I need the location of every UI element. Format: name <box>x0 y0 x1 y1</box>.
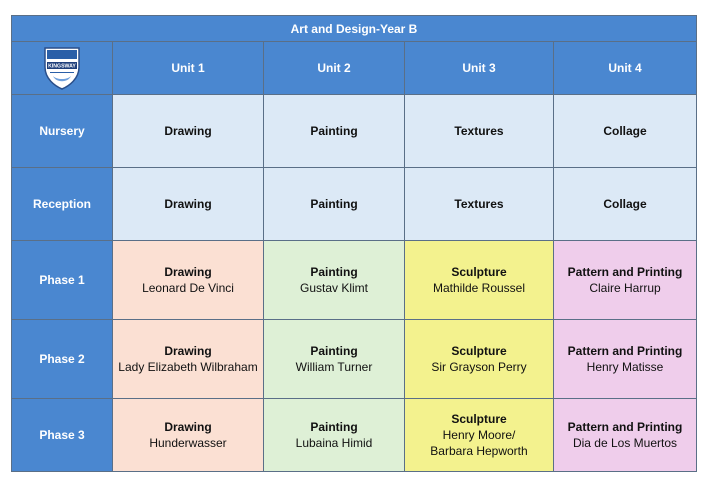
subject-text: Drawing <box>164 420 212 434</box>
cell-phase-3-unit-3 <box>405 399 554 472</box>
artist-text: Lubaina Himid <box>295 436 373 450</box>
artist-text: Henry Moore/ Barbara Hepworth <box>430 428 528 458</box>
cell-phase-2-unit-4 <box>554 320 697 399</box>
artist-text: Leonard De Vinci <box>142 281 234 295</box>
artist-text: Sir Grayson Perry <box>431 360 527 374</box>
subject-text: Textures <box>454 124 504 138</box>
cell-phase-1-unit-1 <box>113 241 264 320</box>
cell-phase-1-unit-2 <box>264 241 405 320</box>
subject-text: Textures <box>454 197 504 211</box>
cell-phase-3-unit-2 <box>264 399 405 472</box>
row-label-nursery: Nursery <box>12 95 113 168</box>
svg-text:KINGSWAY: KINGSWAY <box>48 63 76 70</box>
subject-text: Pattern and Printing <box>567 420 683 434</box>
unit-4-header: Unit 4 <box>554 42 697 95</box>
kingsway-shield-icon <box>41 45 83 91</box>
artist-text: Hunderwasser <box>149 436 227 450</box>
subject-text: Collage <box>603 197 647 211</box>
row-label-reception: Reception <box>12 168 113 241</box>
cell-phase-1-unit-3 <box>405 241 554 320</box>
cell-reception-unit-3 <box>405 168 554 241</box>
row-label-phase-2: Phase 2 <box>12 320 113 399</box>
table-row <box>12 95 697 168</box>
artist-text: Lady Elizabeth Wilbraham <box>118 360 258 374</box>
subject-text: Drawing <box>164 124 212 138</box>
cell-phase-2-unit-3 <box>405 320 554 399</box>
subject-text: Collage <box>603 124 647 138</box>
unit-2-header: Unit 2 <box>264 42 405 95</box>
artist-text: Gustav Klimt <box>299 281 368 295</box>
table-title: Art and Design-Year B <box>12 16 697 42</box>
subject-text: Sculpture <box>451 265 507 279</box>
subject-text: Painting <box>310 124 358 138</box>
title-row <box>12 16 697 42</box>
cell-nursery-unit-1 <box>113 95 264 168</box>
cell-reception-unit-1 <box>113 168 264 241</box>
cell-reception-unit-2 <box>264 168 405 241</box>
subject-text: Painting <box>310 344 358 358</box>
subject-text: Sculpture <box>451 344 507 358</box>
table-row <box>12 168 697 241</box>
artist-text: Mathilde Roussel <box>432 281 526 295</box>
cell-nursery-unit-2 <box>264 95 405 168</box>
subject-text: Drawing <box>164 265 212 279</box>
row-label-phase-3: Phase 3 <box>12 399 113 472</box>
cell-nursery-unit-3 <box>405 95 554 168</box>
artist-text: Claire Harrup <box>589 281 661 295</box>
cell-phase-1-unit-4 <box>554 241 697 320</box>
subject-text: Painting <box>310 265 358 279</box>
unit-header-row <box>12 42 697 95</box>
curriculum-table <box>11 15 697 472</box>
row-label-phase-1: Phase 1 <box>12 241 113 320</box>
subject-text: Drawing <box>164 197 212 211</box>
table-row <box>12 399 697 472</box>
subject-text: Pattern and Printing <box>567 344 683 358</box>
artist-text: Dia de Los Muertos <box>572 436 678 450</box>
subject-text: Sculpture <box>451 412 507 426</box>
cell-nursery-unit-4 <box>554 95 697 168</box>
cell-reception-unit-4 <box>554 168 697 241</box>
curriculum-table-wrapper <box>11 15 697 472</box>
unit-1-header: Unit 1 <box>113 42 264 95</box>
unit-3-header: Unit 3 <box>405 42 554 95</box>
artist-text: Henry Matisse <box>586 360 664 374</box>
subject-text: Painting <box>310 420 358 434</box>
subject-text: Painting <box>310 197 358 211</box>
cell-phase-2-unit-2 <box>264 320 405 399</box>
logo-cell <box>12 42 113 95</box>
cell-phase-3-unit-1 <box>113 399 264 472</box>
cell-phase-2-unit-1 <box>113 320 264 399</box>
table-row <box>12 320 697 399</box>
subject-text: Pattern and Printing <box>567 265 683 279</box>
table-row <box>12 241 697 320</box>
cell-phase-3-unit-4 <box>554 399 697 472</box>
artist-text: William Turner <box>295 360 373 374</box>
subject-text: Drawing <box>164 344 212 358</box>
